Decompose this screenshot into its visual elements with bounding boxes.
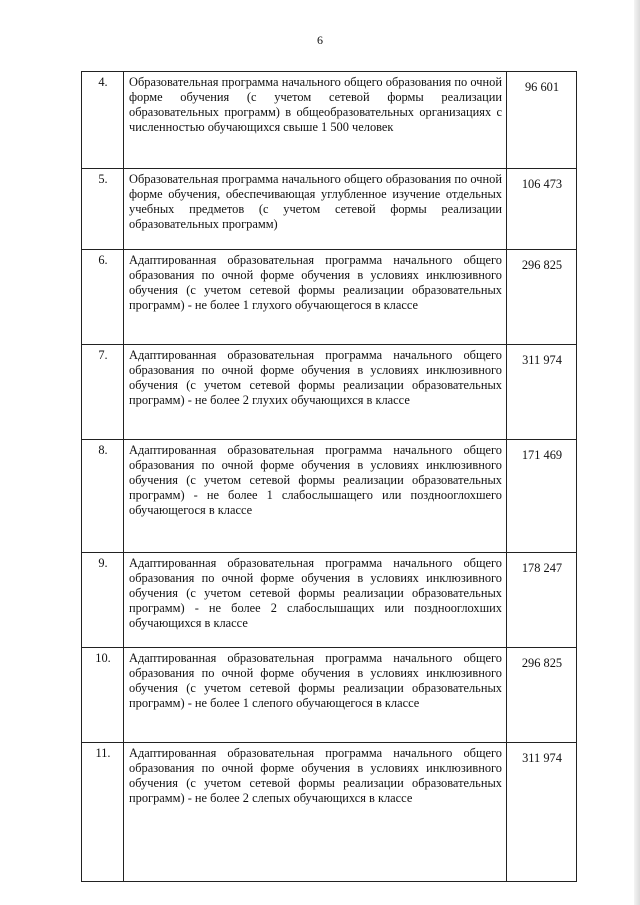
program-description: Адаптированная образовательная программа начального общего образования по очной форме обучения в условиях инклюзивного обучения (с учетом сетевой формы реализации образовательных программ) - не более 2 глухих обучающихся в классе: [124, 345, 507, 440]
standards-table: [81, 71, 577, 882]
standard-amount: 296 825: [507, 250, 577, 345]
page-number: 6: [317, 33, 323, 47]
scan-edge: [634, 0, 640, 905]
row-number: 7.: [82, 345, 124, 440]
row-number: 4.: [82, 72, 124, 169]
table-row: [82, 648, 577, 743]
standard-amount: 311 974: [507, 345, 577, 440]
table-row: [82, 743, 577, 882]
row-number: 11.: [82, 743, 124, 882]
program-description: Образовательная программа начального общего образования по очной форме обучения, обеспечивающая углубленное изучение отдельных учебных предметов (с учетом сетевой формы реализации образовательных программ): [124, 169, 507, 250]
row-number: 9.: [82, 553, 124, 648]
row-number: 5.: [82, 169, 124, 250]
table-row: [82, 553, 577, 648]
standard-amount: 96 601: [507, 72, 577, 169]
table-row: [82, 169, 577, 250]
program-description: Адаптированная образовательная программа начального общего образования по очной форме обучения в условиях инклюзивного обучения (с учетом сетевой формы реализации образовательных программ) - не более 2 слепых обучающихся в классе: [124, 743, 507, 882]
row-number: 10.: [82, 648, 124, 743]
program-description: Адаптированная образовательная программа начального общего образования по очной форме обучения в условиях инклюзивного обучения (с учетом сетевой формы реализации образовательных программ) - не более 2 слабослышащих или позднооглохших обучающихся в классе: [124, 553, 507, 648]
standard-amount: 178 247: [507, 553, 577, 648]
table-row: [82, 440, 577, 553]
table-row: [82, 250, 577, 345]
standard-amount: 171 469: [507, 440, 577, 553]
table-row: [82, 345, 577, 440]
standard-amount: 106 473: [507, 169, 577, 250]
standard-amount: 311 974: [507, 743, 577, 882]
program-description: Адаптированная образовательная программа начального общего образования по очной форме обучения в условиях инклюзивного обучения (с учетом сетевой формы реализации образовательных программ) - не более 1 слепого обучающегося в классе: [124, 648, 507, 743]
table-row: [82, 72, 577, 169]
row-number: 8.: [82, 440, 124, 553]
program-description: Адаптированная образовательная программа начального общего образования по очной форме обучения в условиях инклюзивного обучения (с учетом сетевой формы реализации образовательных программ) - не более 1 глухого обучающегося в классе: [124, 250, 507, 345]
row-number: 6.: [82, 250, 124, 345]
program-description: Образовательная программа начального общего образования по очной форме обучения (с учетом сетевой формы реализации образовательных программ) в общеобразовательных организациях с численностью обучающихся свыше 1 500 человек: [124, 72, 507, 169]
program-description: Адаптированная образовательная программа начального общего образования по очной форме обучения в условиях инклюзивного обучения (с учетом сетевой формы реализации образовательных программ) - не более 1 слабослышащего или позднооглохшего обучающегося в классе: [124, 440, 507, 553]
standard-amount: 296 825: [507, 648, 577, 743]
